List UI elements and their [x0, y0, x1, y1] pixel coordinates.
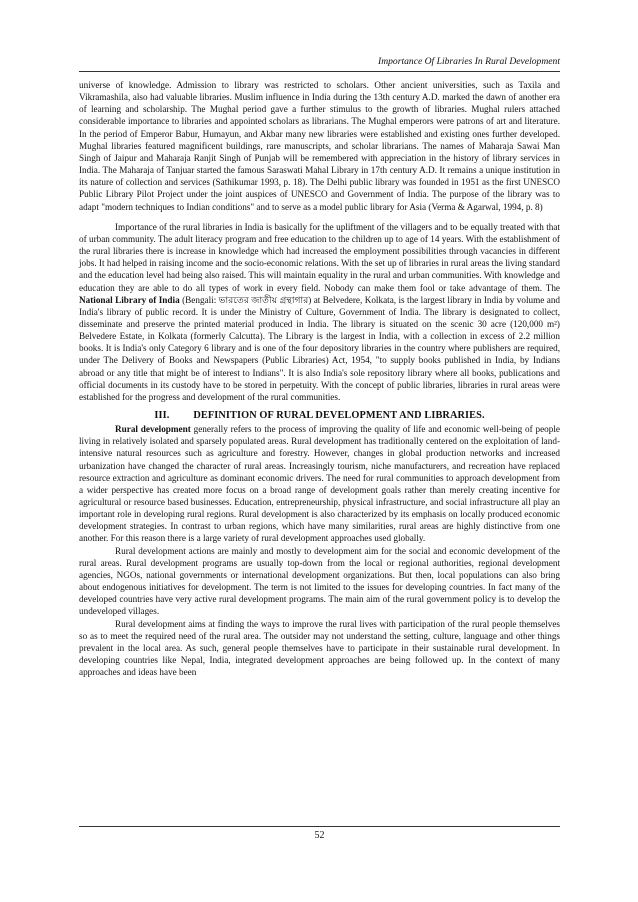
- page-number: 52: [79, 826, 560, 842]
- paragraph-libraries-history: universe of knowledge. Admission to library was restricted to scholars. Other ancient universities, such as Taxila and Vikramashila, also had valuable libraries. Muslim influence in India during the 13th century A.D. marked the dawn of another era of learning and scholarship. The Mughal period gave a further stimulus to the growth of libraries. Mughal rulers attached considerable importance to libraries and appointed scholars as librarians. The Mughal emperors were patrons of art and literature. In the period of Emperor Babur, Humayun, and Akbar many new libraries were established and existing ones further developed. Mughal libraries featured magnificent buildings, rare manuscripts, and scholar librarians. The names of Maharaja Sawai Man Singh of Jaipur and Maharaja Ranjit Singh of Punjab will be remembered with appreciation in the history of library services in India. The Maharaja of Tanjuar started the famous Saraswati Mahal Library in 17th century A.D. It remains a unique institution in its nature of collection and services (Sathikumar 1993, p. 18). The Delhi public library was founded in 1951 as the first UNESCO Public Library Pilot Project under the joint auspices of UNESCO and Government of India. The purpose of the library was to adapt "modern techniques to Indian conditions" and to serve as a model public library for Asia (Verma & Agarwal, 1994, p. 8): [79, 80, 560, 212]
- section-number: III.: [154, 410, 170, 422]
- section-heading: [79, 409, 560, 422]
- national-library-term: National Library of India: [79, 294, 180, 305]
- paragraph-text: Importance of the rural libraries in India is basically for the upliftment of the villagers and to be equally treated with that of urban community. The adult literacy program and free education to the children up to age of 14 years. With the establishment of the rural libraries there is increase in knowledge which had increased the employment possibilities through vacancies in different jobs. It had helped in raising income and the socio-economic relations. With the set up of libraries in rural areas the living standard and the education level had being also raised. This will maintain equality in the rural and urban communities. With knowledge and education they are able to do all types of work in every field. Nobody can make them fool or take advantage of them. The: [79, 221, 560, 293]
- paragraph-text: (Bengali: ভারতের জাতীয় গ্রন্থাগার) at Belvedere, Kolkata, is the largest library in India by volume and India's library of public record. It is under the Ministry of Culture, Government of India. The library is designated to collect, disseminate and preserve the printed material produced in India. The library is situated on the scenic 30 acre (120,000 m²) Belvedere Estate, in Kolkata (formerly Calcutta). The Library is the largest in India, with a collection in excess of 2.2 million books. It is India's only Category 6 library and is one of the four depository libraries in the country where publishers are required, under The Delivery of Books and Newspapers (Public Libraries) Act, 1954, "to supply books published in India, by Indians abroad or any title that might be of interest to Indians". It is also India's sole repository library where all books, publications and official documents in its custody have to be stored in perpetuity. With the concept of public libraries, libraries in rural areas were established for the progress and development of the rural communities.: [79, 294, 561, 402]
- paragraph-rural-development-aims: Rural development aims at finding the ways to improve the rural lives with participation of the rural people themselves so as to meet the required need of the rural area. The outsider may not understand the setting, culture, language and other things prevalent in the local area. As such, general people themselves have to participate in their sustainable rural development. In developing countries like Nepal, India, integrated development approaches are being followed up. In the context of many approaches and ideas have been: [79, 618, 560, 678]
- page: [79, 56, 560, 678]
- article-body: [79, 79, 560, 678]
- paragraph-rural-development-actions: Rural development actions are mainly and mostly to development aim for the social and economic development of the rural areas. Rural development programs are usually top-down from the local or regional authorities, regional development agencies, NGOs, national governments or international development organizations. But then, local populations can also bring about endogenous initiatives for development. The term is not limited to the issues for developing countries. In fact many of the developed countries have very active rural development programs. The main aim of the rural government policy is to develop the undeveloped villages.: [79, 545, 560, 617]
- paragraph-rural-development-definition: [79, 423, 560, 545]
- running-head: Importance Of Libraries In Rural Development: [79, 56, 560, 72]
- rural-development-term: Rural development: [115, 424, 191, 435]
- section-title: DEFINITION OF RURAL DEVELOPMENT AND LIBRARIES.: [193, 410, 485, 422]
- paragraph-rural-libraries-importance: [79, 221, 560, 403]
- paragraph-text: generally refers to the process of improving the quality of life and economic well-being of people living in relatively isolated and sparsely populated areas. Rural development has traditionally centered on the exploitation of land-intensive natural resources such as agriculture and forestry. However, changes in global production networks and increased urbanization have changed the character of rural areas. Increasingly tourism, niche manufacturers, and recreation have replaced resource extraction and agriculture as dominant economic drivers. The need for rural communities to approach development from a wider perspective has created more focus on a broad range of development goals rather than merely creating incentive for agricultural or resource based businesses. Education, entrepreneurship, physical infrastructure, and social infrastructure all play an important role in developing rural regions. Rural development is also characterized by its emphasis on locally produced economic development strategies. In contrast to urban regions, which have many similarities, rural areas are highly distinctive from one another. For this reason there is a large variety of rural development approaches used globally.: [79, 424, 560, 544]
